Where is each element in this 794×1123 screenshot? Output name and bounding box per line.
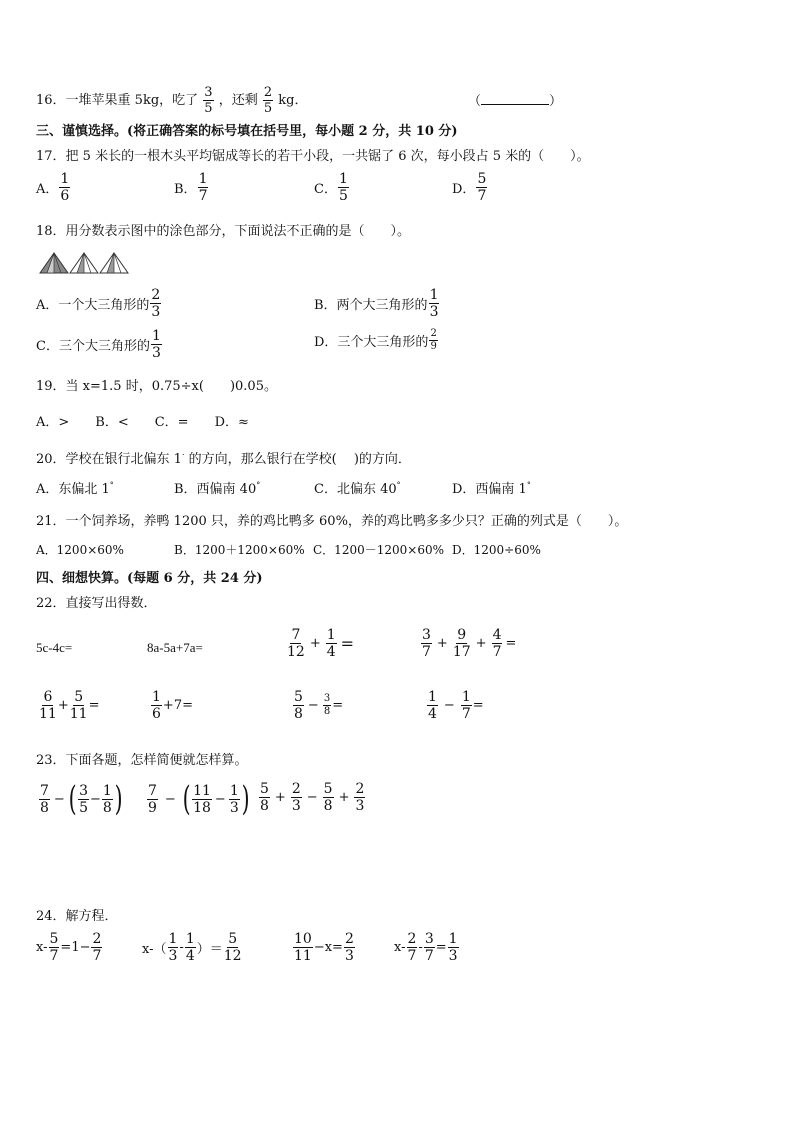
q23-stem: 23．下面各题，怎样简便就怎样算。: [36, 753, 248, 768]
answer-underline: [481, 104, 549, 105]
q19-stem: 19．当 x=1.5 时，0.75÷x( )0.05。: [36, 379, 277, 394]
q20-option-d[interactable]: D．西偏南 1°: [452, 480, 531, 497]
q20-stem: 20．学校在银行北偏东 1· 的方向，那么银行在学校( )的方向．: [36, 450, 411, 467]
q17-option-c[interactable]: C． $\frac{1}{5}$: [314, 171, 348, 204]
q16-text-a: 16．一堆苹果重 5kg，吃了: [36, 93, 199, 108]
q22-expr-5: $\frac{6}{11}$ + $\frac{5}{11}$ =: [39, 689, 100, 722]
q21-option-c[interactable]: C．1200－1200×60%: [313, 543, 444, 557]
right-paren: ): [114, 779, 123, 819]
q24-equation-3: $\frac{10}{11}$ −x= $\frac{2}{3}$: [294, 931, 354, 964]
q21-stem: 21．一个饲养场，养鸭 1200 只，养的鸡比鸭多 60%，养的鸡比鸭多多少只？正确的列式是（ ）。: [36, 514, 628, 529]
right-paren: ): [241, 779, 250, 819]
q22-expr-4: $\frac{3}{7}$ + $\frac{9}{17}$ + $\frac{4}{7}$ =: [422, 627, 517, 660]
q22-expr-2: 8a-5a+7a=: [147, 640, 203, 655]
q19-options[interactable]: A．> B．< C．= D．≈: [36, 415, 249, 430]
q22-expr-6: $\frac{1}{6}$ +7=: [152, 689, 193, 722]
q22-stem: 22．直接写出得数．: [36, 596, 157, 611]
q16-line: [36, 86, 308, 115]
q18-option-c[interactable]: C．三个大三角形的 $\frac{1}{3}$: [36, 328, 161, 361]
q16-text-b: ，还剩: [218, 93, 258, 108]
left-paren: (: [182, 779, 191, 819]
q21-option-b[interactable]: B．1200＋1200×60%: [174, 543, 305, 557]
q16-fraction-eaten: $\frac{3}{5}$: [204, 85, 213, 116]
q22-expr-8: $\frac{1}{4}$ − $\frac{1}{7}$ =: [428, 689, 484, 722]
q18-triangles-figure: [38, 251, 130, 275]
q18-option-b[interactable]: B．两个大三角形的 $\frac{1}{3}$: [314, 287, 439, 320]
q16-fraction-left: $\frac{2}{5}$: [263, 85, 273, 116]
q22-expr-1: 5c-4c=: [36, 640, 73, 655]
q22-expr-3: $\frac{7}{12}$ + $\frac{1}{4}$ =: [287, 627, 355, 660]
section-4-title: 四、细想快算。(每题 6 分，共 24 分): [36, 571, 263, 586]
q20-option-b[interactable]: B．西偏南 40°: [174, 480, 261, 497]
q24-equation-1: x- $\frac{5}{7}$ =1− $\frac{2}{7}$: [36, 931, 102, 964]
q23-expr-1: $\frac{7}{8}$ − ( $\frac{3}{5}$ − $\frac{1}{8}$ ): [40, 779, 123, 819]
q24-equation-2: x-（ $\frac{1}{3}$ - $\frac{1}{4}$ ）＝ $\frac{5}{12}$: [142, 931, 242, 964]
q21-option-d[interactable]: D．1200÷60%: [452, 543, 541, 557]
q17-stem: 17．把 5 米长的一根木头平均锯成等长的若干小段，一共锯了 6 次，每小段占 5 米的（ ）。: [36, 149, 590, 164]
q17-option-a[interactable]: A． $\frac{1}{6}$: [36, 171, 70, 204]
q17-option-b[interactable]: B． $\frac{1}{7}$: [174, 171, 208, 204]
q24-equation-4: x- $\frac{2}{7}$ - $\frac{3}{7}$ = $\frac{1}{3}$: [394, 931, 458, 964]
q18-option-a[interactable]: A．一个大三角形的 $\frac{2}{3}$: [36, 287, 161, 320]
q18-stem: 18．用分数表示图中的涂色部分，下面说法不正确的是（ ）。: [36, 224, 411, 239]
q20-option-a[interactable]: A．东偏北 1°: [36, 480, 114, 497]
q17-option-d[interactable]: D． $\frac{5}{7}$: [452, 171, 487, 204]
q23-expr-3: $\frac{5}{8}$ + $\frac{2}{3}$ − $\frac{5}{8}$ + $\frac{2}{3}$: [260, 781, 365, 814]
q16-text-c: kg．: [278, 93, 308, 108]
q22-expr-7: $\frac{5}{8}$ − $\frac{3}{8}$ =: [294, 689, 344, 722]
q18-option-d[interactable]: D．三个大三角形的 $\frac{2}{9}$: [314, 328, 437, 352]
q24-stem: 24．解方程．: [36, 909, 118, 924]
q20-option-c[interactable]: C．北偏东 40°: [314, 480, 401, 497]
q16-answer-blank[interactable]: （ ）: [468, 94, 563, 109]
q23-expr-2: $\frac{7}{9}$ − ( $\frac{11}{18}$ − $\frac{1}{3}$ ): [148, 779, 250, 819]
left-paren: (: [68, 779, 77, 819]
q21-option-a[interactable]: A．1200×60%: [36, 543, 124, 557]
section-3-title: 三、谨慎选择。(将正确答案的标号填在括号里，每小题 2 分，共 10 分): [36, 124, 458, 139]
